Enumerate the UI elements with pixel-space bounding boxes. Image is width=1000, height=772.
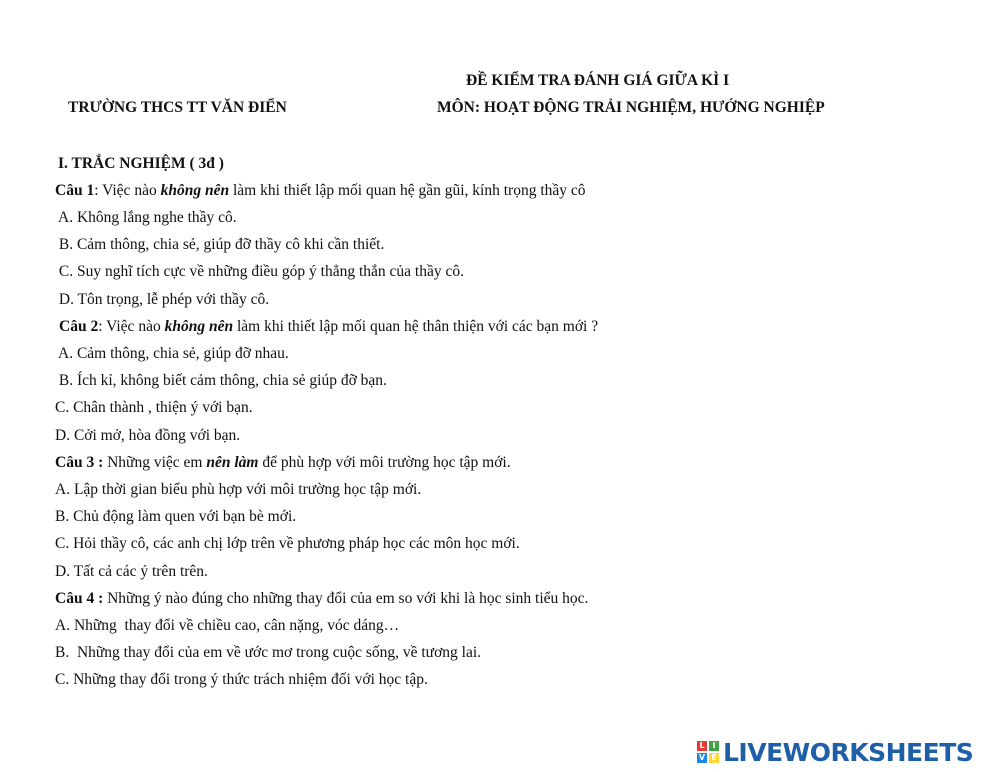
logo-tile-e: E bbox=[709, 753, 719, 763]
question-4 bbox=[55, 589, 588, 609]
question-text: làm khi thiết lập mối quan hệ thân thiện với các bạn mới ? bbox=[233, 318, 599, 335]
option-3a: A. Lập thời gian biểu phù hợp với môi trường học tập mới. bbox=[55, 481, 422, 498]
logo-tile-i: I bbox=[709, 741, 719, 751]
subject-name: MÔN: HOẠT ĐỘNG TRẢI NGHIỆM, HƯỚNG NGHIỆP bbox=[437, 99, 825, 116]
option-2a: A. Cảm thông, chia sẻ, giúp đỡ nhau. bbox=[55, 345, 289, 362]
section-title: I. TRẮC NGHIỆM ( 3đ ) bbox=[58, 155, 224, 172]
logo-tile-l: L bbox=[697, 741, 707, 751]
liveworksheets-watermark bbox=[697, 735, 973, 769]
question-text: Những ý nào đúng cho những thay đổi của em so với khi là học sinh tiểu học. bbox=[107, 590, 589, 607]
option-4b: B. Những thay đổi của em về ước mơ trong cuộc sống, về tương lai. bbox=[55, 644, 482, 661]
question-2 bbox=[59, 317, 598, 337]
option-2d: D. Cởi mở, hòa đồng với bạn. bbox=[55, 427, 241, 444]
question-label: Câu 4 : bbox=[55, 590, 104, 607]
option-3c: C. Hỏi thầy cô, các anh chị lớp trên về phương pháp học các môn học mới. bbox=[55, 535, 520, 552]
option-4c: C. Những thay đổi trong ý thức trách nhiệm đối với học tập. bbox=[55, 671, 428, 688]
option-3b: B. Chủ động làm quen với bạn bè mới. bbox=[55, 508, 297, 525]
question-text: Những việc em bbox=[107, 454, 207, 471]
liveworksheets-logo-icon bbox=[697, 741, 719, 763]
school-name: TRƯỜNG THCS TT VĂN ĐIỂN bbox=[68, 99, 287, 116]
logo-tile-v: V bbox=[698, 753, 706, 762]
option-1a: A. Không lắng nghe thầy cô. bbox=[55, 209, 237, 226]
question-label: Câu 3 : bbox=[55, 454, 104, 471]
question-sep: : bbox=[98, 318, 107, 335]
question-emphasis: nên làm bbox=[206, 454, 259, 471]
question-emphasis: không nên bbox=[160, 182, 230, 199]
exam-title: ĐỀ KIỂM TRA ĐÁNH GIÁ GIỮA KÌ I bbox=[466, 72, 730, 89]
option-2b: B. Ích kỉ, không biết cảm thông, chia sẻ giúp đỡ bạn. bbox=[55, 372, 387, 389]
option-1c: C. Suy nghĩ tích cực về những điều góp ý thẳng thắn của thầy cô. bbox=[55, 263, 464, 280]
question-sep: : bbox=[94, 182, 103, 199]
option-1b: B. Cảm thông, chia sẻ, giúp đỡ thầy cô khi cần thiết. bbox=[55, 236, 385, 253]
question-label: Câu 1 bbox=[55, 182, 95, 199]
question-label: Câu 2 bbox=[59, 318, 99, 335]
watermark-text: LIVEWORKSHEETS bbox=[723, 737, 974, 767]
option-3d: D. Tất cả các ý trên trên. bbox=[55, 563, 208, 580]
question-1 bbox=[55, 181, 586, 201]
question-text: Việc nào bbox=[106, 318, 165, 335]
option-2c: C. Chân thành , thiện ý với bạn. bbox=[55, 399, 253, 416]
option-1d: D. Tôn trọng, lễ phép với thầy cô. bbox=[55, 291, 270, 308]
question-text: Việc nào bbox=[102, 182, 161, 199]
option-4a: A. Những thay đổi về chiều cao, cân nặng, vóc dáng… bbox=[55, 617, 400, 634]
question-text: để phù hợp với môi trường học tập mới. bbox=[258, 454, 511, 471]
question-text: làm khi thiết lập mối quan hệ gần gũi, kính trọng thầy cô bbox=[229, 182, 586, 199]
question-emphasis: không nên bbox=[164, 318, 234, 335]
question-3 bbox=[55, 453, 511, 473]
